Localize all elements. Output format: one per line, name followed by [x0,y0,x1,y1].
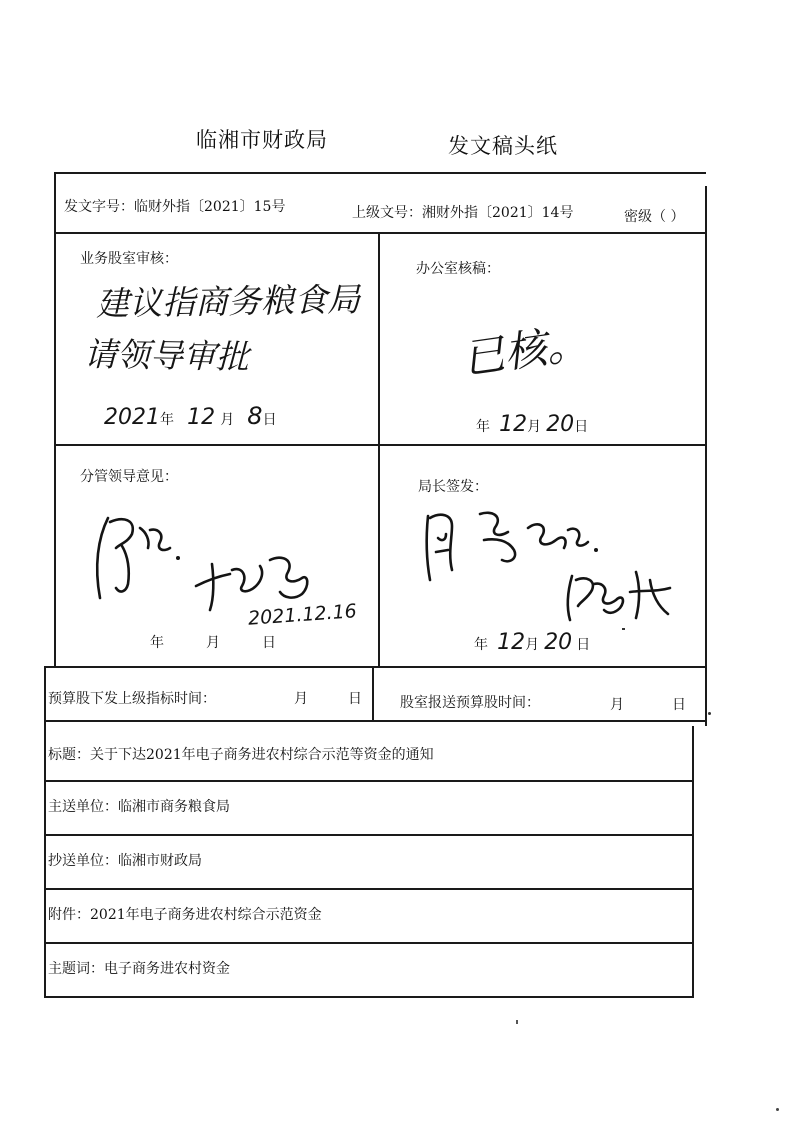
main-recipient-field: 主送单位：临湘市商务粮食局 [48,799,230,815]
business-review-label: 业务股室审核： [80,251,178,267]
leader-month: 月 [206,635,220,651]
keywords-field: 主题词：电子商务进农村资金 [48,961,230,977]
handwritten-month: 12 [187,405,216,430]
director-signature-2 [560,562,690,632]
leader-handwritten-date: 2021.12.16 [247,600,358,630]
business-review-handwriting-2: 请领导审批 [83,334,250,377]
handwritten-day: 20 [546,412,575,437]
office-review-label: 办公室核稿： [416,261,500,277]
superior-no-label: 上级文号： [352,205,422,221]
secret-level: 密级（ ） [624,209,685,225]
scan-speck [516,1020,518,1024]
leader-day: 日 [262,635,276,651]
budget-left-label: 预算股下发上级指标时间： [48,691,216,707]
office-review-date: 年 12月 20日 [476,412,589,437]
budget-right-month: 月 [610,697,624,713]
director-sign-label: 局长签发： [418,479,488,495]
title-field: 标题：关于下达2021年电子商务进农村综合示范等资金的通知 [48,747,434,763]
leader-opinion-label: 分管领导意见： [80,469,178,485]
handwritten-day: 20 [544,630,573,655]
business-review-date: 2021年 12 月 8日 [104,402,277,430]
scan-speck [776,1108,779,1111]
director-date: 年 12月 20 日 [474,630,591,655]
superior-no-value: 湘财外指〔2021〕14号 [422,205,574,221]
handwritten-month: 12 [499,412,528,437]
budget-right-label: 股室报送预算股时间： [400,695,540,711]
cc-recipient-field: 抄送单位：临湘市财政局 [48,853,202,869]
attachment-field: 附件：2021年电子商务进农村综合示范资金 [48,907,322,923]
budget-left-month: 月 [294,691,308,707]
handwritten-month: 12 [497,630,526,655]
org-name: 临湘市财政局 [196,128,328,152]
handwritten-day: 8 [247,402,263,430]
handwritten-year: 2021 [104,405,160,430]
business-review-handwriting-1: 建议指商务粮食局 [95,279,361,324]
budget-right-day: 日 [672,697,686,713]
scan-speck [622,628,625,630]
scan-speck [708,712,711,715]
doc-type-title: 发文稿头纸 [448,134,558,158]
doc-no-label: 发文字号： [64,199,134,215]
leader-year: 年 [150,635,164,651]
office-review-handwriting: 已核。 [459,317,592,384]
budget-left-day: 日 [348,691,362,707]
doc-no-value: 临财外指〔2021〕15号 [134,199,286,215]
